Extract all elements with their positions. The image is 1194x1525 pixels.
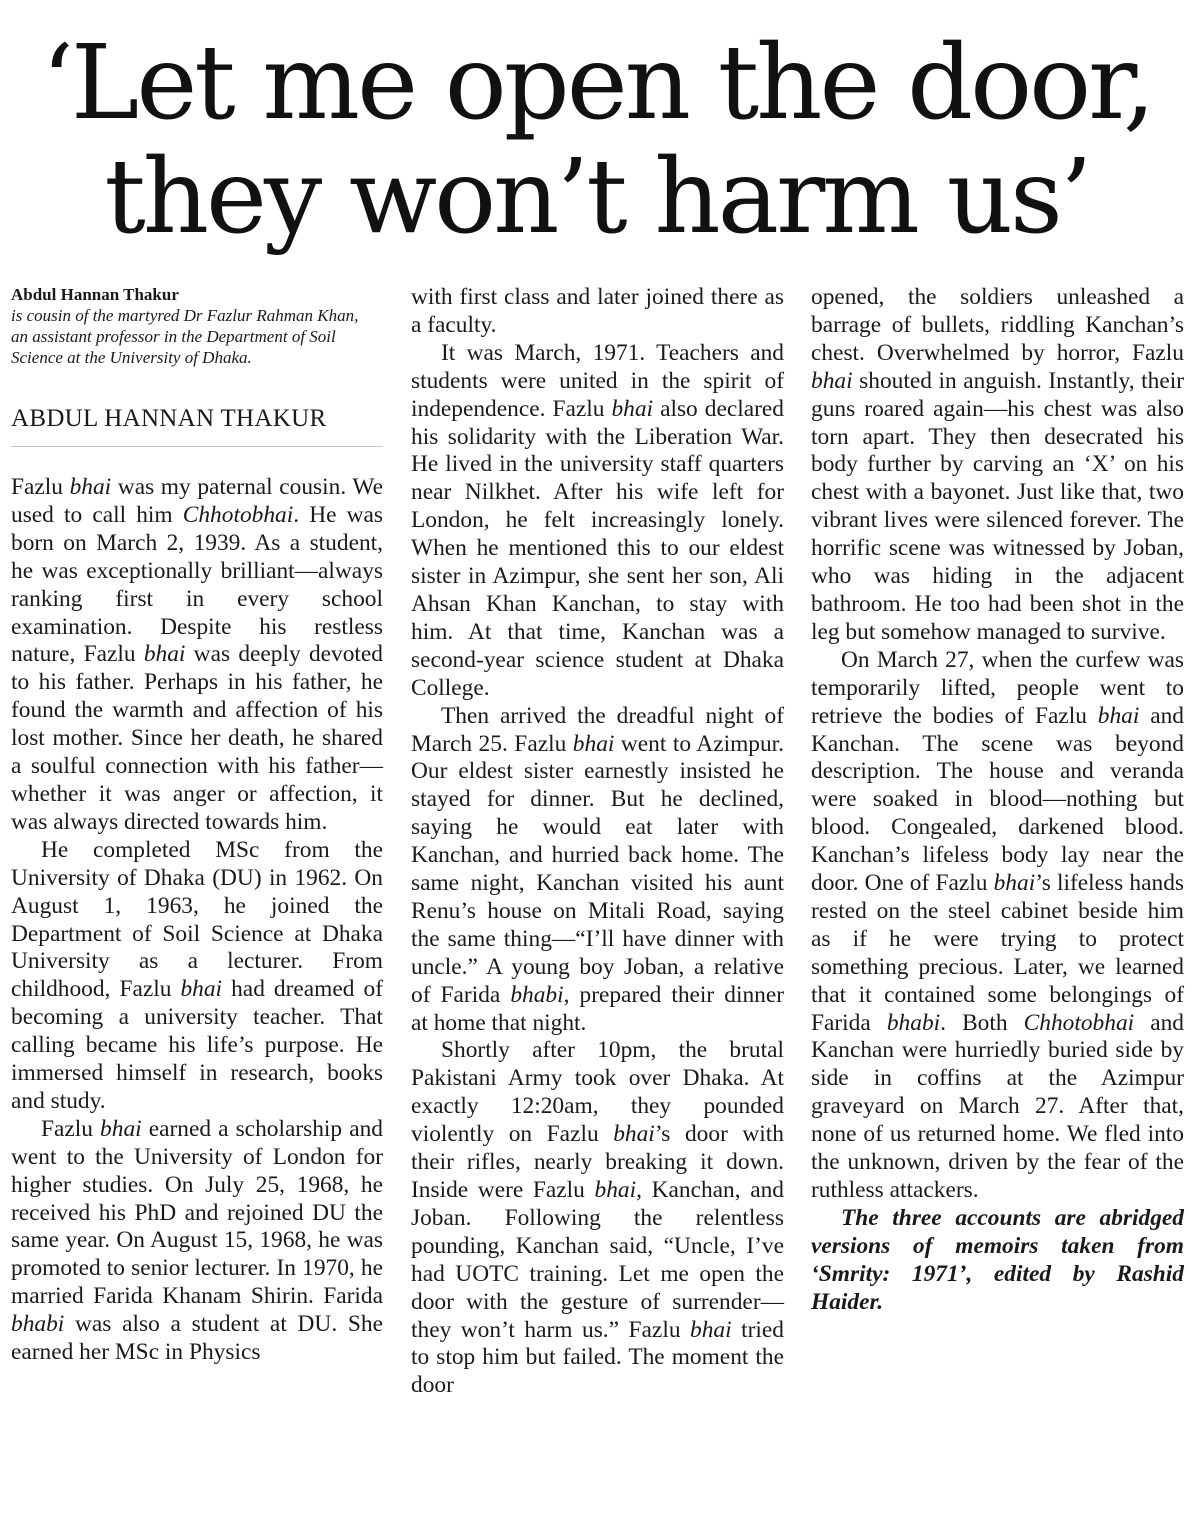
column-2	[411, 284, 784, 1400]
editor-note: The three accounts are abridged versions of memoirs taken from ‘Smrity: 1971’, edited by Rashid Haider.	[811, 1204, 1184, 1315]
paragraph-1: Fazlu bhai was my paternal cousin. We used to call him Chhotobhai. He was born on March 2, 1939. As a student, he was exceptionally brilliant—always ranking first in every school examination. Despite his restless nature, Fazlu bhai was deeply devoted to his father. Perhaps in his father, he found the warmth and affection of his lost mother. Since her death, he shared a soulful connection with his father—whether it was anger or affection, it was always directed towards him.	[11, 474, 384, 835]
column-1	[11, 284, 383, 1367]
paragraph-3-continued: with first class and later joined there as a faculty.	[411, 284, 784, 338]
paragraph-5: Then arrived the dreadful night of March 25. Fazlu bhai went to Azimpur. Our eldest sister earnestly insisted he stayed for dinner. But he declined, saying he would eat later with Kanchan, and hurried back home. The same night, Kanchan visited his aunt Renu’s house on Mitali Road, saying the same thing—“I’ll have dinner with uncle.” A young boy Joban, a relative of Farida bhabi, prepared their dinner at home that night.	[411, 702, 785, 1036]
paragraph-7: On March 27, when the curfew was temporarily lifted, people went to retrieve the bodies of Fazlu bhai and Kanchan. The scene was beyond description. The house and veranda were soaked in blood—nothing but blood. Congealed, darkened blood. Kanchan’s lifeless body lay near the door. One of Fazlu bhai’s lifeless hands rested on the steel cabinet beside him as if he were trying to protect something precious. Later, we learned that it contained some belongings of Farida bhabi. Both Chhotobhai and Kanchan were hurriedly buried side by side in coffins at the Azimpur graveyard on March 27. After that, none of us returned home. We fled into the unknown, driven by the fear of the ruthless attackers.	[811, 646, 1185, 1203]
paragraph-2: He completed MSc from the University of Dhaka (DU) in 1962. On August 1, 1963, he joined the Department of Soil Science at Dhaka University as a lecturer. From childhood, Fazlu bhai had dreamed of becoming a university teacher. That calling became his life’s purpose. He immersed himself in research, books and study.	[11, 836, 383, 1114]
author-name: Abdul Hannan Thakur	[11, 285, 179, 304]
author-note: is cousin of the martyred Dr Fazlur Rahman Khan, an assistant professor in the Department of Soil Science at the University of Dhaka.	[11, 306, 359, 367]
paragraph-3: Fazlu bhai earned a scholarship and went to the University of London for higher studies. On July 25, 1968, he received his PhD and rejoined DU the same year. On August 15, 1968, he was promoted to senior lecturer. In 1970, he married Farida Khanam Shirin. Farida bhabi was also a student at DU. She earned her MSc in Physics	[11, 1115, 383, 1366]
column-3	[811, 284, 1184, 1317]
byline: ABDUL HANNAN THAKUR	[11, 405, 327, 432]
headline-line-1: ‘Let me open the door,	[41, 23, 1153, 143]
paragraph-4: It was March, 1971. Teachers and students were united in the spirit of independence. Fazlu bhai also declared his solidarity with the Liberation War. He lived in the university staff quarters near Nilkhet. After his wife left for London, he felt increasingly lonely. When he mentioned this to our eldest sister in Azimpur, she sent her son, Ali Ahsan Khan Kanchan, to stay with him. At that time, Kanchan was a second-year science student at Dhaka College.	[411, 339, 784, 701]
paragraph-6: Shortly after 10pm, the brutal Pakistani Army took over Dhaka. At exactly 12:20am, they pounded violently on Fazlu bhai’s door with their rifles, nearly breaking it down. Inside were Fazlu bhai, Kanchan, and Joban. Following the relentless pounding, Kanchan said, “Uncle, I’ve had UOTC training. Let me open the door with the gesture of surrender—they won’t harm us.” Fazlu bhai tried to stop him but failed. The moment the door	[411, 1037, 784, 1399]
byline-divider	[11, 446, 383, 447]
headline-line-2: they won’t harm us’	[104, 137, 1090, 257]
headline	[0, 23, 1194, 257]
paragraph-6-continued: opened, the soldiers unleashed a barrage of bullets, riddling Kanchan’s chest. Overwhelmed by horror, Fazlu bhai shouted in anguish. Instantly, their guns roared again—his chest was also torn apart. They then desecrated his body further by carving an ‘X’ on his chest with a bayonet. Just like that, two vibrant lives were silenced forever. The horrific scene was witnessed by Joban, who was hiding in the adjacent bathroom. He too had been shot in the leg but somehow managed to survive.	[811, 284, 1184, 645]
